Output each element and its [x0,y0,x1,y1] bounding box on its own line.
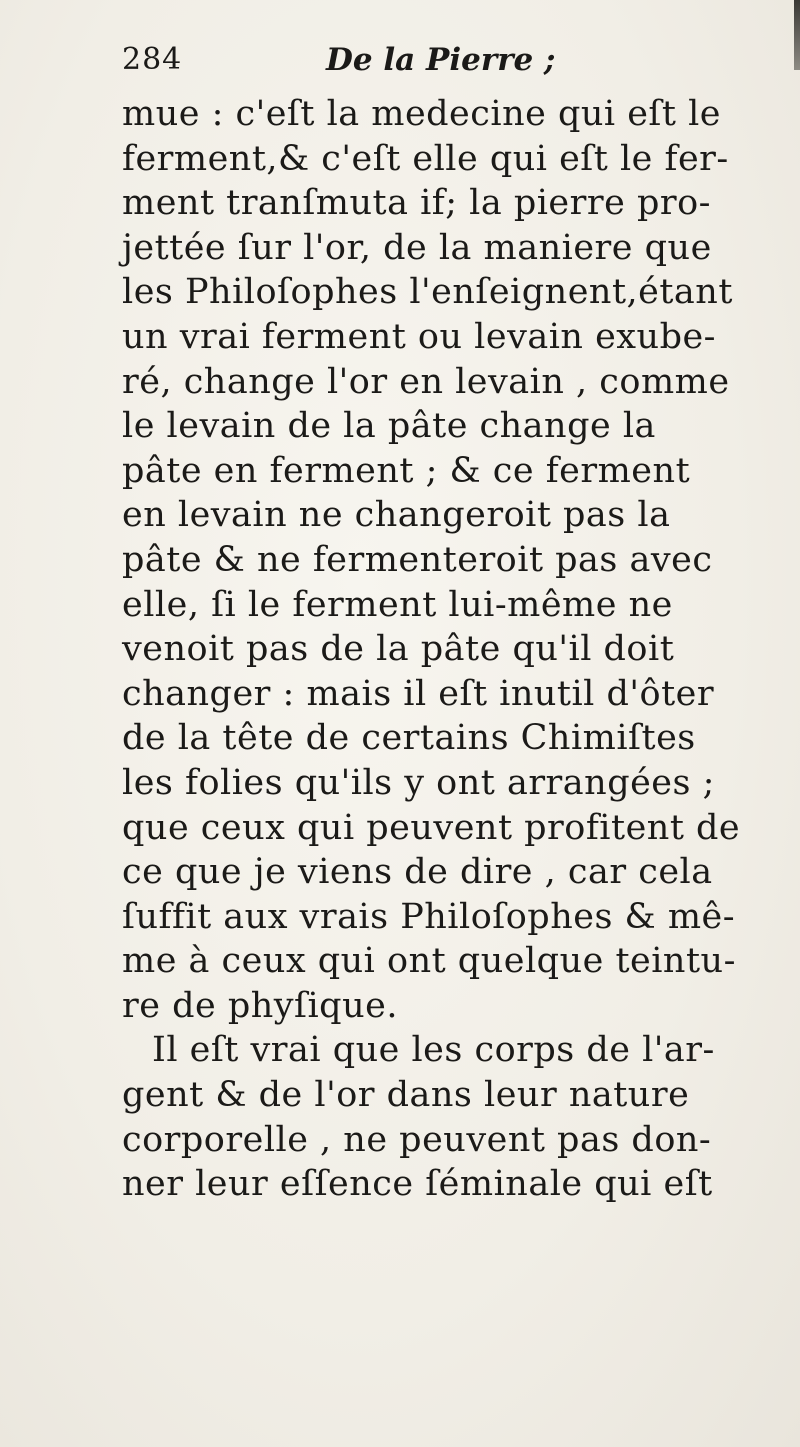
text-line: les folies qu'ils y ont arrangées ; [122,762,715,803]
text-line: ré, change l'or en levain , comme [122,361,730,402]
text-line: de la tête de certains Chimiſtes [122,718,696,759]
text-line: elle, ſi le ferment lui-même ne [122,584,673,625]
text-line: en levain ne changeroit pas la [122,495,671,536]
text-line: les Philoſophes l'enſeignent,étant [122,272,733,313]
text-line: ner leur eſſence ſéminale qui eſt [122,1164,713,1205]
text-line: ce que je viens de dire , car cela [122,852,713,893]
text-line: re de phyſique. [122,985,398,1026]
text-line: ſuffit aux vrais Philoſophes & mê- [122,896,736,937]
text-line: gent & de l'or dans leur nature [122,1075,690,1116]
text-line: changer : mais il eſt inutil d'ôter [122,673,715,714]
text-line: ment tranſmuta if; la pierre pro- [122,183,711,224]
page-number: 284 [122,42,183,77]
paragraph-start-line: Il eſt vrai que les corps de l'ar- [152,1030,715,1071]
text-line: ferment,& c'eſt elle qui eſt le fer- [122,138,729,179]
body-text [122,92,742,1207]
text-line: me à ceux qui ont quelque teintu- [122,941,736,982]
page-header [122,42,682,92]
text-line: le levain de la pâte change la [122,406,656,447]
text-line: un vrai ferment ou levain exube- [122,316,717,357]
text-line: que ceux qui peuvent profitent de [122,807,741,848]
running-head: De la Pierre ; [326,42,556,78]
page-edge-shadow [794,0,800,70]
text-line: pâte en ferment ; & ce ferment [122,450,691,491]
text-line: mue : c'eſt la medecine qui eſt le [122,94,721,134]
text-line: venoit pas de la pâte qu'il doit [122,629,675,670]
text-line: corporelle , ne peuvent pas don- [122,1119,712,1160]
text-line: jettée ſur l'or, de la maniere que [122,227,712,268]
text-line: pâte & ne fermenteroit pas avec [122,539,713,580]
